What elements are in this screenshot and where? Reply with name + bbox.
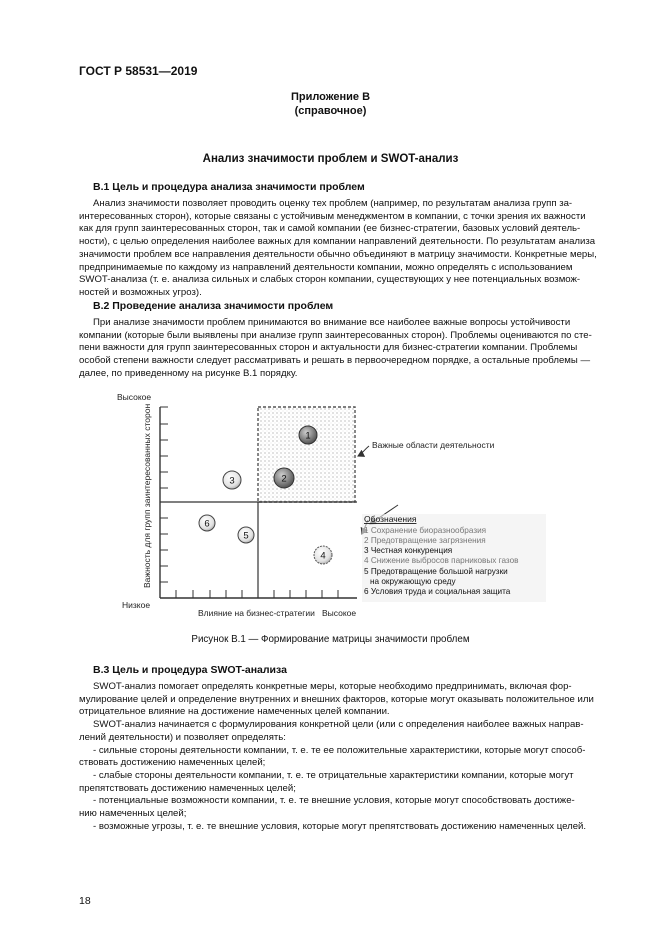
y-axis-low-label: Низкое [122, 600, 151, 610]
x-axis-high-label: Высокое [322, 608, 357, 618]
appendix-subtitle: (справочное) [294, 105, 367, 117]
text-line: компании (которые были выявлены при анализе групп заинтересованных сторон). Проблемы оцениваются по сте- [79, 329, 592, 341]
y-axis-high-label: Высокое [117, 392, 152, 402]
x-axis-label: Влияние на бизнес-стратегии [198, 608, 315, 618]
text-line: особой степени важности следует рассматривать и решать в первоочередном порядке, а остальные проблемы — [79, 355, 591, 367]
issue-point-2 [274, 468, 294, 488]
significance-matrix-figure [0, 380, 661, 630]
issue-point-5-label: 5 [243, 530, 249, 542]
legend-item: на окружающую среду [370, 577, 456, 586]
issue-point-3-label: 3 [229, 475, 235, 487]
y-axis-label: Важность для групп заинтересованных сторон [142, 403, 152, 588]
section-b3-heading: В.3 Цель и процедура SWOT-анализа [93, 664, 287, 676]
issue-point-6 [199, 515, 215, 531]
appendix-title: Приложение В [290, 91, 371, 103]
issue-point-6-label: 6 [204, 518, 210, 530]
text-line: пени важности для групп заинтересованных сторон и актуальности для бизнес-стратегии компании. Проблемы [79, 342, 578, 354]
section-b2-text [79, 317, 605, 381]
text-line: значимости проблем все направления деятельности обычно объединяют в матрицу значимости. Конкретные меры, [79, 248, 597, 260]
figure-caption: Рисунок В.1 — Формирование матрицы значимости проблем [191, 634, 470, 645]
section-b2-heading: В.2 Проведение анализа значимости проблем [93, 300, 334, 312]
text-line: отрицательное влияние на достижение намеченных целей компании. [79, 706, 390, 718]
issue-point-4 [314, 546, 332, 564]
section-b1-text [79, 198, 605, 300]
high-priority-quadrant [258, 407, 355, 502]
legend-item: 5 Предотвращение большой нагрузки [364, 567, 508, 576]
issue-point-2-label: 2 [281, 473, 287, 485]
issue-point-4-label: 4 [320, 550, 326, 562]
bullet-line: препятствовать достижению намеченных целей; [79, 782, 296, 794]
standard-number: ГОСТ Р 58531—2019 [79, 64, 198, 78]
bullet-line: - потенциальные возможности компании, т. е. те внешние условия, которые могут способствовать достиже- [93, 795, 575, 807]
issue-point-5 [238, 527, 254, 543]
y-axis-ticks [160, 407, 168, 582]
bullet-line: - возможные угрозы, т. е. те внешние условия, которые могут препятствовать достижению намеченных целей. [93, 820, 587, 832]
legend-item: 4 Снижение выбросов парниковых газов [364, 556, 519, 565]
text-line: далее, по приведенному на рисунке В.1 порядку. [79, 367, 298, 379]
issue-point-1 [299, 426, 317, 444]
text-line: При анализе значимости проблем принимаются во внимание все наиболее важные вопросы устойчивости [93, 317, 571, 328]
text-line: SWOT-анализа (т. е. анализа сильных и слабых сторон компании, существующих у нее потенциальных возмож- [79, 274, 581, 286]
legend [362, 514, 546, 602]
section-b1-heading: В.1 Цель и процедура анализа значимости проблем [93, 181, 365, 193]
page-number: 18 [79, 895, 91, 907]
issue-point-1-label: 1 [305, 430, 311, 442]
text-line: ности), с целью определения наиболее важных для компании направлений деятельности. По результатам анализа [79, 236, 596, 248]
legend-item: 6 Условия труда и социальная защита [364, 587, 511, 596]
legend-item: 2 Предотвращение загрязнения [364, 536, 486, 545]
text-line: интересованных сторон), которые связаны с устойчивым менеджментом в компании, с точки зрения их важности [79, 210, 586, 222]
bullet-line: - слабые стороны деятельности компании, т. е. те отрицательные характеристики компании, которые могут [93, 769, 574, 781]
bullet-line: ствовать достижению намеченных целей; [79, 757, 266, 769]
text-line: SWOT-анализ начинается с формулирования конкретной цели (или с определения наиболее важных направ- [93, 719, 584, 731]
text-line: ностей и возможных угроз). [79, 286, 202, 298]
text-line: предпринимаемые по каждому из направлений деятельности компании, можно определять с использованием [79, 261, 573, 273]
legend-item: 3 Честная конкуренция [364, 546, 453, 555]
legend-item: 1 Сохранение биоразнообразия [364, 526, 487, 535]
text-line: лений деятельности) и позволяет определять: [79, 731, 286, 743]
legend-title: Обозначения [364, 514, 417, 524]
text-line: как для групп заинтересованных сторон, так и самой компании (ее бизнес-стратегии, базовых условий деятель- [79, 223, 581, 235]
text-line: мулирование целей и определение внутренних и внешних факторов, которые могут оказывать положительное или [79, 693, 594, 705]
text-line: Анализ значимости позволяет проводить оценку тех проблем (например, по результатам анализа групп за- [93, 198, 573, 209]
callout-arrow [358, 446, 369, 456]
callout-label: Важные области деятельности [372, 440, 495, 450]
x-axis-ticks [176, 590, 338, 598]
bullet-line: - сильные стороны деятельности компании, т. е. те ее положительные характеристики, которые могут способ- [93, 744, 586, 756]
bullet-line: нию намеченных целей; [79, 808, 187, 820]
section-b3-text [79, 681, 605, 833]
text-line: SWOT-анализ помогает определять конкретные меры, которые необходимо предпринимать, включая фор- [93, 681, 572, 692]
main-title: Анализ значимости проблем и SWOT-анализ [202, 153, 459, 165]
issue-point-3 [223, 471, 241, 489]
